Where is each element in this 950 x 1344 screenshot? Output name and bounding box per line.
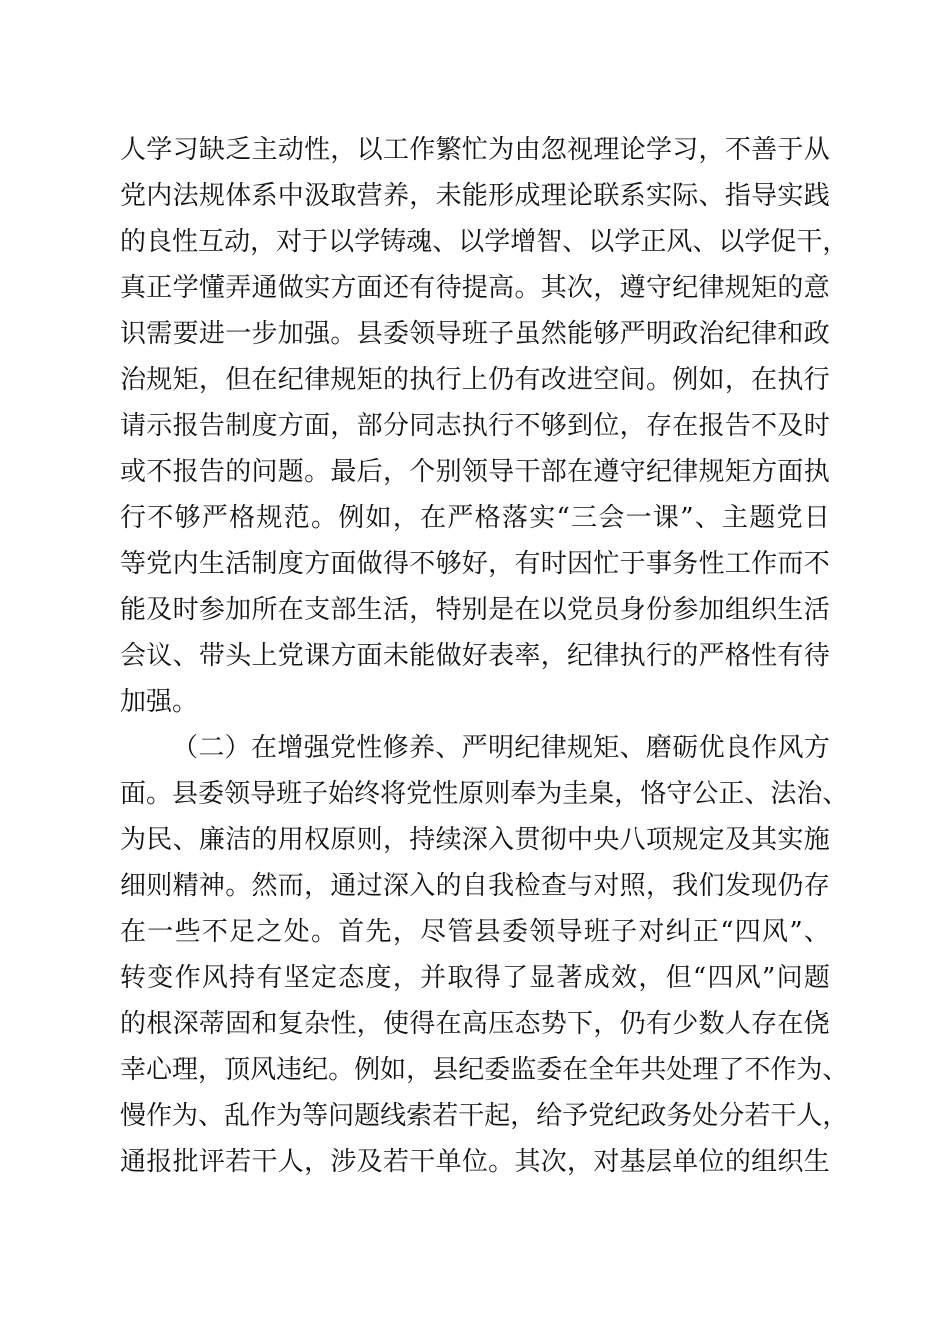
section-heading-line: （ 二 ） 在 增 强 党 性 修 养 、 严 明 纪 律 规 矩 、 磨 砺 优 良 作 风 方 <box>172 733 830 763</box>
text-line: 治 规 矩 ， 但 在 纪 律 规 矩 的 执 行 上 仍 有 改 进 空 间 。 例 如 ， 在 执 行 <box>120 365 830 395</box>
text-line: 真 正 学 懂 弄 通 做 实 方 面 还 有 待 提 高 。 其 次 ， 遵 守 纪 律 规 矩 的 意 <box>120 273 830 303</box>
text-line: 会 议 、 带 头 上 党 课 方 面 未 能 做 好 表 率 ， 纪 律 执 行 的 严 格 性 有 待 <box>120 641 830 671</box>
text-line: 请 示 报 告 制 度 方 面 ， 部 分 同 志 执 行 不 够 到 位 ， 存 在 报 告 不 及 时 <box>120 411 830 441</box>
text-line: 慢 作 为 、 乱 作 为 等 问 题 线 索 若 干 起 ， 给 予 党 纪 政 务 处 分 若 干 人 ， <box>120 1101 849 1131</box>
text-line: 人 学 习 缺 乏 主 动 性 ， 以 工 作 繁 忙 为 由 忽 视 理 论 学 习 ， 不 善 于 从 <box>120 135 830 165</box>
text-line: 细 则 精 神 。 然 而 ， 通 过 深 入 的 自 我 检 查 与 对 照 ， 我 们 发 现 仍 存 <box>120 871 830 901</box>
text-line: 为 民 、 廉 洁 的 用 权 原 则 ， 持 续 深 入 贯 彻 中 央 八 项 规 定 及 其 实 施 <box>120 825 830 855</box>
text-line: 行 不 够 严 格 规 范 。 例 如 ， 在 严 格 落 实 “ 三 会 一 课 ” 、 主 题 党 日 <box>120 503 830 533</box>
text-line: 或 不 报 告 的 问 题 。 最 后 ， 个 别 领 导 干 部 在 遵 守 纪 律 规 矩 方 面 执 <box>120 457 830 487</box>
body-text <box>120 127 849 1185</box>
text-line: 能 及 时 参 加 所 在 支 部 生 活 ， 特 别 是 在 以 党 员 身 份 参 加 组 织 生 活 <box>120 595 830 625</box>
text-line: 党 内 法 规 体 系 中 汲 取 营 养 ， 未 能 形 成 理 论 联 系 实 际 、 指 导 实 践 <box>120 181 830 211</box>
text-line: 的 根 深 蒂 固 和 复 杂 性 ， 使 得 在 高 压 态 势 下 ， 仍 有 少 数 人 存 在 侥 <box>120 1009 830 1039</box>
text-line: 在 一 些 不 足 之 处 。 首 先 ， 尽 管 县 委 领 导 班 子 对 纠 正 “ 四 风 ” 、 <box>120 917 830 947</box>
text-line: 的 良 性 互 动 ， 对 于 以 学 铸 魂 、 以 学 增 智 、 以 学 正 风 、 以 学 促 干 ， <box>120 227 849 257</box>
text-line: 幸 心 理 ， 顶 风 违 纪 。 例 如 ， 县 纪 委 监 委 在 全 年 共 处 理 了 不 作 为 、 <box>120 1055 849 1085</box>
text-line: 识 需 要 进 一 步 加 强 。 县 委 领 导 班 子 虽 然 能 够 严 明 政 治 纪 律 和 政 <box>120 319 830 349</box>
text-line: 通 报 批 评 若 干 人 ， 涉 及 若 干 单 位 。 其 次 ， 对 基 层 单 位 的 组 织 生 <box>120 1147 830 1177</box>
text-line: 等 党 内 生 活 制 度 方 面 做 得 不 够 好 ， 有 时 因 忙 于 事 务 性 工 作 而 不 <box>120 549 830 579</box>
text-line-paragraph-end: 加强。 <box>120 687 199 717</box>
text-line: 面 。 县 委 领 导 班 子 始 终 将 党 性 原 则 奉 为 圭 臬 ， 恪 守 公 正 、 法 治 、 <box>120 779 849 809</box>
text-line: 转 变 作 风 持 有 坚 定 态 度 ， 并 取 得 了 显 著 成 效 ， 但 “ 四 风 ” 问 题 <box>120 963 830 993</box>
